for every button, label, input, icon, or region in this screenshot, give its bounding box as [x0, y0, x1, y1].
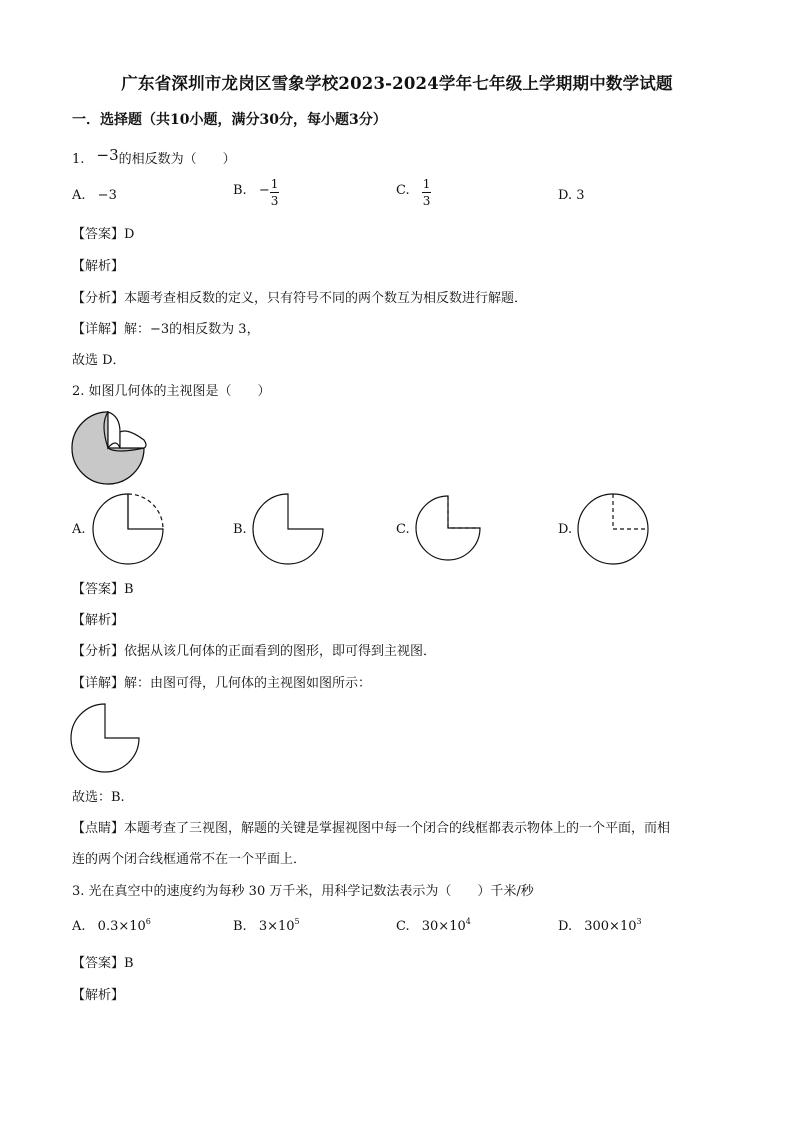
question-2-stem: 2. 如图几何体的主视图是（ ） — [72, 384, 271, 399]
q2-option-a-label: A. — [72, 522, 86, 537]
q2-option-a-figure — [93, 493, 167, 565]
q2-answer: 【答案】B — [72, 582, 134, 597]
question-1-stem-text: 的相反数为（ ） — [118, 152, 236, 167]
question-1-expr: −3 — [96, 146, 119, 164]
q2-dianjing-line1: 【点睛】本题考查了三视图，解题的关键是掌握视图中每一个闭合的线框都表示物体上的一个平面，而相 — [72, 821, 671, 836]
q1-xiangjie: 【详解】解：−3的相反数为 3， — [72, 322, 260, 337]
q3-analysis-label: 【解析】 — [72, 988, 125, 1003]
q2-option-d-label: D. — [558, 522, 573, 537]
q3-option-c: C. $30\times 10^4$ — [396, 917, 471, 934]
q2-option-c-figure — [416, 495, 486, 561]
q3-option-b: B. $3\times 10^5$ — [233, 917, 300, 934]
question-1-stem — [72, 148, 236, 167]
q1-option-a: A. −3 — [72, 188, 117, 203]
q1-answer: 【答案】D — [72, 227, 135, 242]
fraction: $\frac{1}{3}$ — [422, 177, 431, 208]
q1-option-c: C. $\frac{1}{3}$ — [396, 177, 431, 208]
fraction: $\frac{1}{3}$ — [270, 177, 279, 208]
q3-option-d: D. $300\times 10^3$ — [558, 917, 642, 934]
q3-answer: 【答案】B — [72, 956, 134, 971]
q1-option-a-value: −3 — [97, 188, 117, 203]
q2-analysis-label: 【解析】 — [72, 613, 125, 628]
q1-option-b: B. − $\frac{1}{3}$ — [233, 177, 279, 208]
question-3-stem: 3. 光在真空中的速度约为每秒 30 万千米，用科学记数法表示为（ ）千米/秒 — [72, 884, 534, 899]
q3-option-a: A. $0.3\times 10^6$ — [72, 917, 151, 934]
q2-fenxi: 【分析】依据从该几何体的正面看到的图形，即可得到主视图． — [72, 644, 437, 659]
solid-figure — [60, 402, 160, 492]
page-title: 广东省深圳市龙岗区雪象学校2023-2024学年七年级上学期期中数学试题 — [121, 74, 673, 93]
q2-conclusion: 故选：B. — [72, 790, 125, 805]
q2-option-b-label: B. — [233, 522, 247, 537]
q2-dianjing-line2: 连的两个闭合线框通常不在一个平面上． — [72, 852, 307, 867]
question-number: 1. — [72, 152, 85, 167]
q2-option-d-figure — [578, 493, 652, 565]
q1-option-d: D. 3 — [558, 188, 585, 203]
q2-solution-figure — [71, 703, 145, 775]
q2-option-c-label: C. — [396, 522, 410, 537]
section-heading: 一．选择题（共10小题，满分30分，每小题3分） — [72, 112, 387, 128]
q1-analysis-label: 【解析】 — [72, 259, 125, 274]
q1-fenxi: 【分析】本题考查相反数的定义，只有符号不同的两个数互为相反数进行解题． — [72, 291, 528, 306]
q2-xiangjie: 【详解】解：由图可得，几何体的主视图如图所示： — [72, 676, 372, 691]
q1-conclusion: 故选 D． — [72, 353, 126, 368]
q2-option-b-figure — [253, 493, 327, 565]
